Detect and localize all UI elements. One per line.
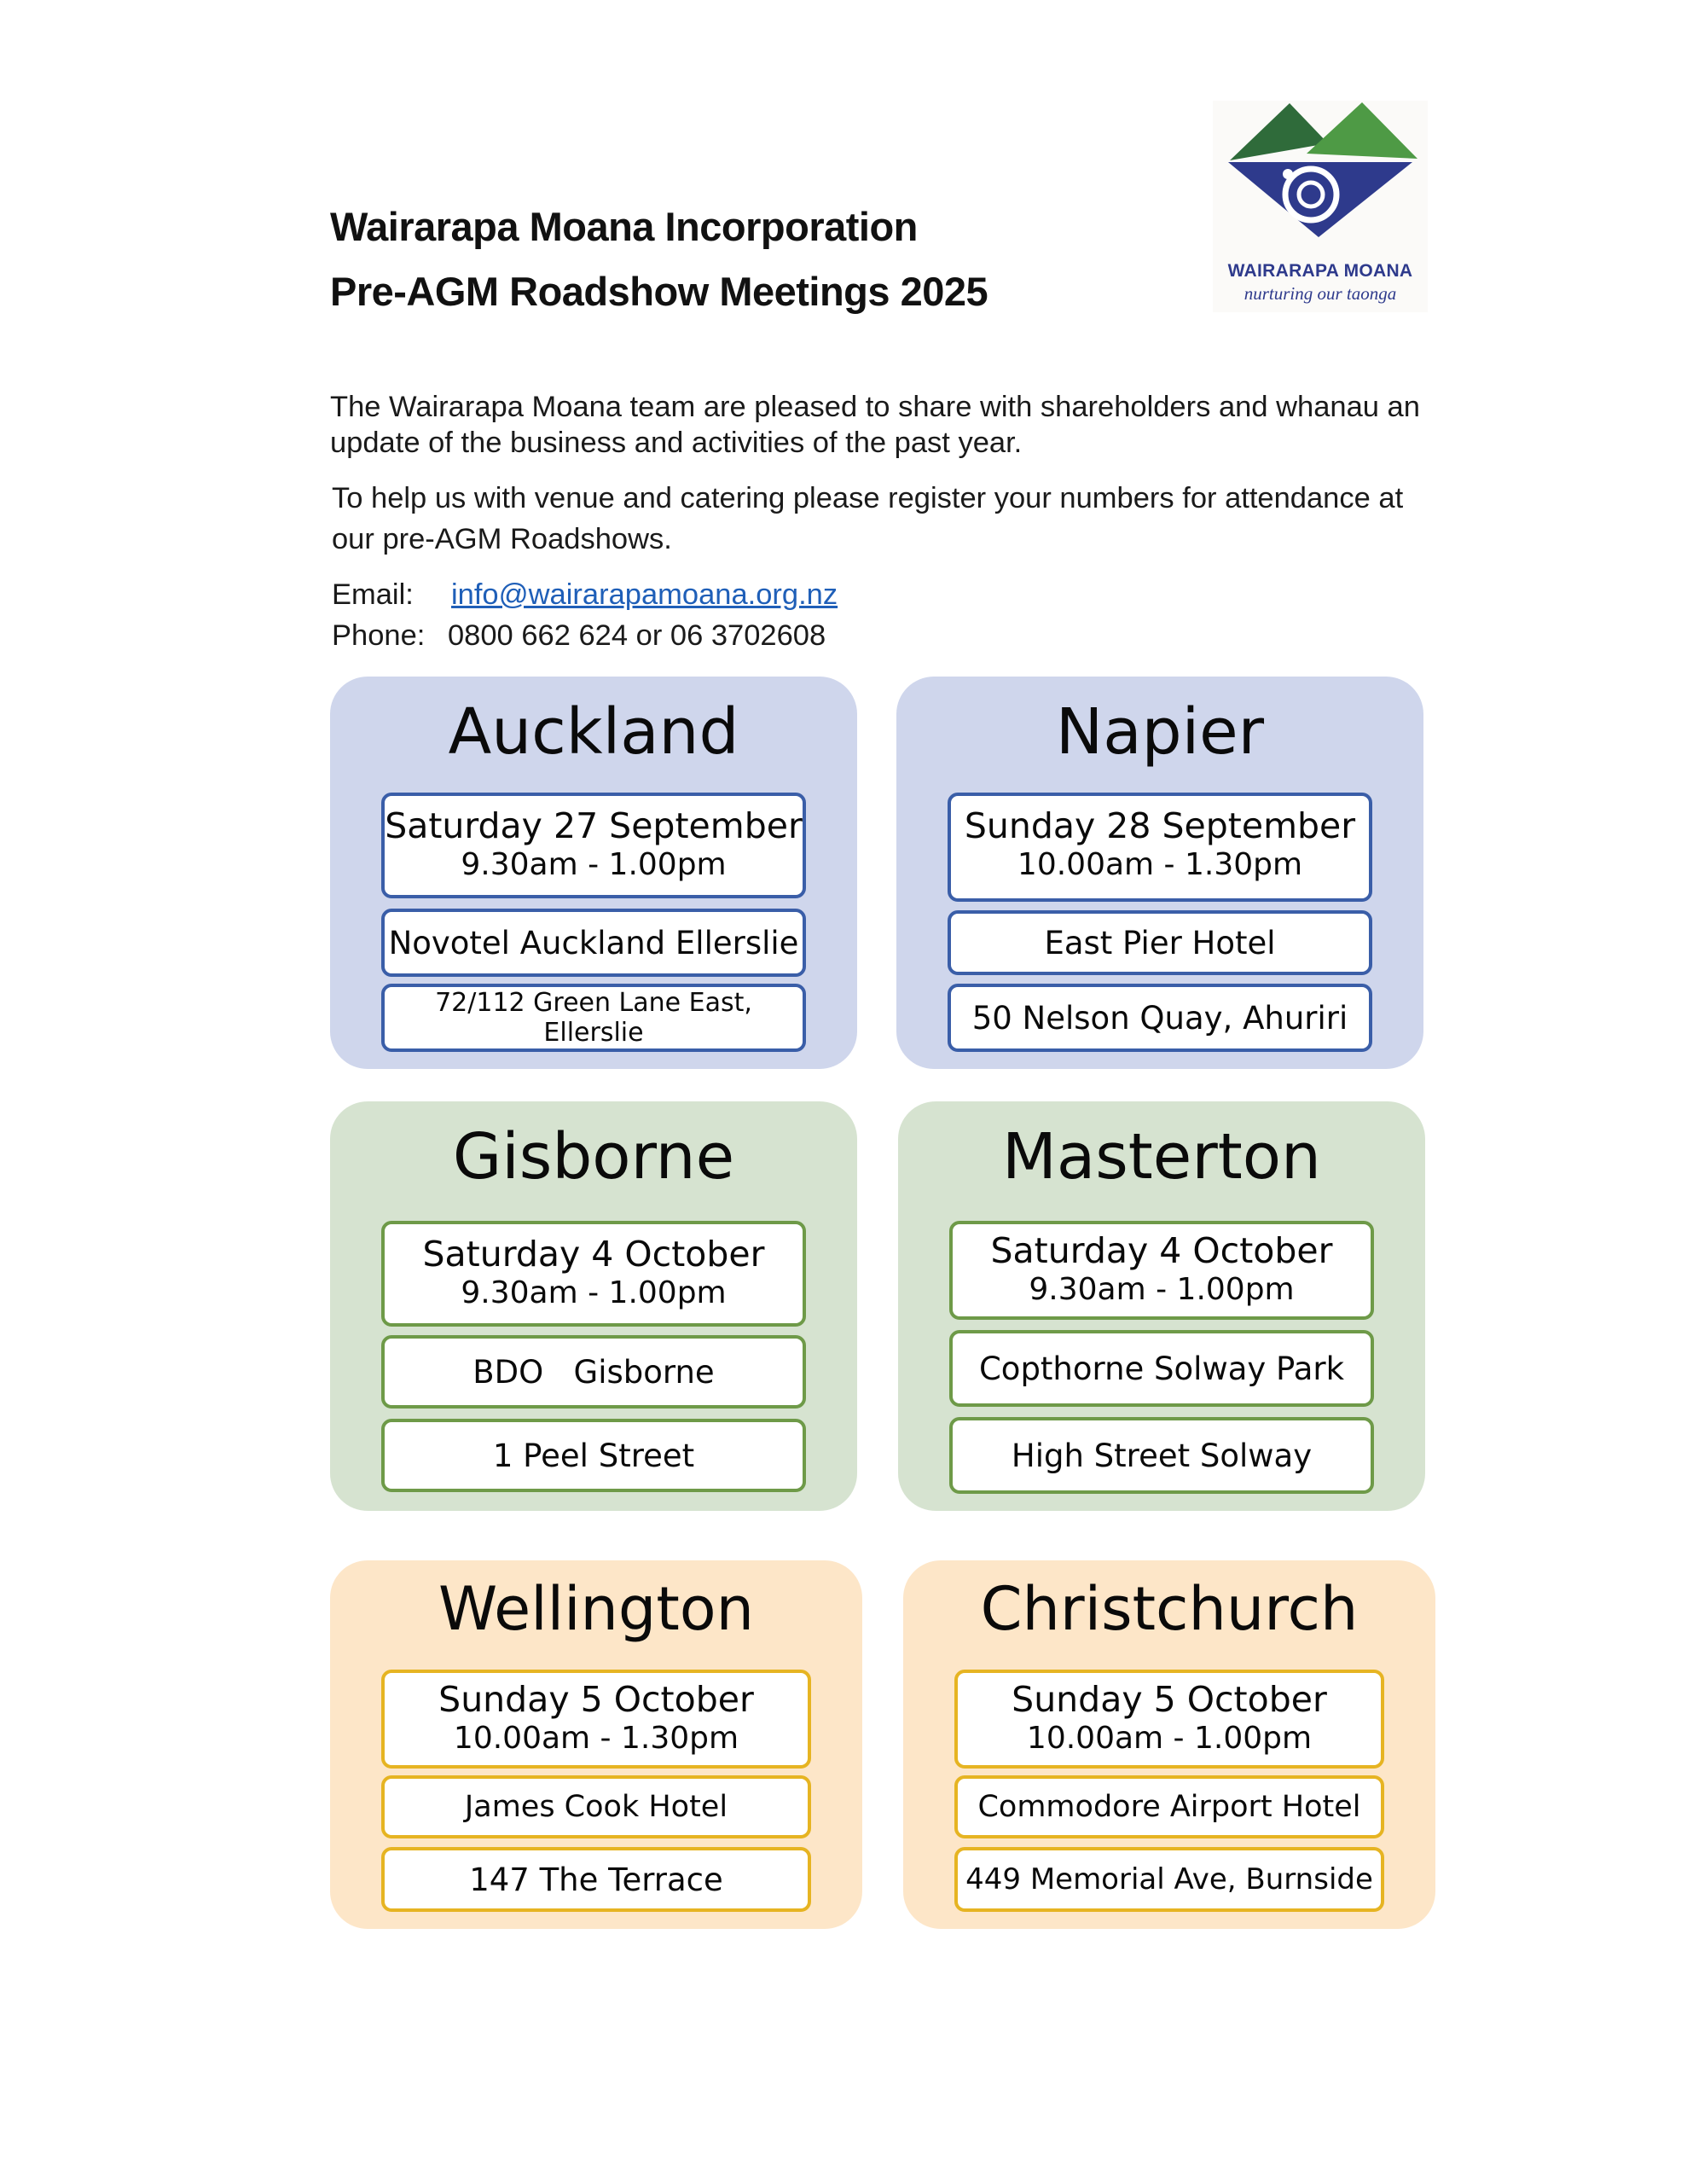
registration-paragraph: To help us with venue and catering please register your numbers for attendance at our pre-AGM Roadshows.	[332, 482, 1404, 555]
address-box	[381, 1847, 811, 1912]
venue-name: Commodore Airport Hotel	[977, 1790, 1361, 1824]
venue-box	[949, 1330, 1374, 1407]
venue-box	[948, 910, 1372, 975]
city-name: Gisborne	[452, 1120, 735, 1194]
venue-name: James Cook Hotel	[464, 1790, 728, 1824]
meeting-time: 10.00am - 1.30pm	[453, 1721, 739, 1756]
city-name: Wellington	[438, 1574, 754, 1644]
page-title: Wairarapa Moana Incorporation	[330, 204, 918, 249]
date-time-box	[381, 1670, 811, 1769]
meeting-time: 9.30am - 1.00pm	[1029, 1272, 1295, 1307]
meeting-day: Sunday 5 October	[1012, 1679, 1327, 1720]
intro-paragraph: The Wairarapa Moana team are pleased to share with shareholders and whanau an update of the business and activities of the past year.	[330, 391, 1420, 459]
venue-box	[381, 1335, 806, 1409]
venue-box	[381, 909, 806, 977]
address-box	[381, 1419, 806, 1492]
phone-row	[332, 619, 826, 653]
date-time-box	[948, 793, 1372, 902]
venue-address: 50 Nelson Quay, Ahuriri	[971, 999, 1348, 1037]
venue-box	[954, 1775, 1384, 1838]
venue-address: 1 Peel Street	[492, 1437, 695, 1474]
meeting-day: Saturday 4 October	[422, 1234, 765, 1275]
venue-box	[381, 1775, 811, 1838]
date-time-box	[381, 793, 806, 898]
phone-label: Phone:	[332, 619, 426, 652]
meeting-card-wellington	[330, 1560, 862, 1929]
address-box	[381, 984, 806, 1052]
address-box	[948, 984, 1372, 1052]
venue-address: 449 Memorial Ave, Burnside	[965, 1862, 1373, 1896]
venue-name: Copthorne Solway Park	[978, 1350, 1345, 1387]
email-row	[332, 578, 838, 612]
venue-address: High Street Solway	[1011, 1437, 1313, 1474]
venue-address: 72/112 Green Lane East, Ellerslie	[435, 988, 752, 1048]
logo-emblem-icon	[1213, 101, 1428, 263]
meeting-day: Saturday 27 September	[385, 805, 803, 846]
meeting-card-christchurch	[903, 1560, 1435, 1929]
meeting-day: Sunday 28 September	[964, 805, 1356, 846]
meeting-time: 10.00am - 1.00pm	[1026, 1721, 1313, 1756]
phone-number: 0800 662 624 or 06 3702608	[448, 619, 826, 652]
meeting-card-napier	[896, 677, 1423, 1069]
meeting-time: 9.30am - 1.00pm	[461, 847, 727, 882]
meeting-time: 10.00am - 1.30pm	[1017, 847, 1303, 882]
wairarapa-moana-logo	[1213, 101, 1428, 312]
venue-name: BDO Gisborne	[472, 1353, 715, 1391]
venue-name: Novotel Auckland Ellerslie	[388, 924, 799, 961]
city-name: Napier	[1055, 695, 1265, 769]
page-subtitle: Pre-AGM Roadshow Meetings 2025	[330, 269, 988, 314]
meeting-day: Sunday 5 October	[438, 1679, 754, 1720]
venue-name: East Pier Hotel	[1044, 924, 1276, 961]
venue-address: 147 The Terrace	[469, 1861, 723, 1898]
city-name: Auckland	[448, 695, 739, 769]
meeting-day: Saturday 4 October	[990, 1230, 1333, 1271]
city-name: Christchurch	[980, 1574, 1359, 1644]
city-name: Masterton	[1002, 1120, 1321, 1194]
meeting-card-gisborne	[330, 1101, 857, 1511]
date-time-box	[381, 1221, 806, 1327]
date-time-box	[954, 1670, 1384, 1769]
meeting-time: 9.30am - 1.00pm	[461, 1275, 727, 1310]
email-link[interactable]: info@wairarapamoana.org.nz	[451, 578, 838, 611]
email-label: Email:	[332, 578, 414, 611]
logo-org-name: WAIRARAPA MOANA	[1227, 261, 1413, 281]
meeting-card-masterton	[898, 1101, 1425, 1511]
meeting-card-auckland	[330, 677, 857, 1069]
address-box	[954, 1847, 1384, 1912]
address-box	[949, 1417, 1374, 1494]
logo-tagline: nurturing our taonga	[1244, 283, 1397, 304]
date-time-box	[949, 1221, 1374, 1320]
